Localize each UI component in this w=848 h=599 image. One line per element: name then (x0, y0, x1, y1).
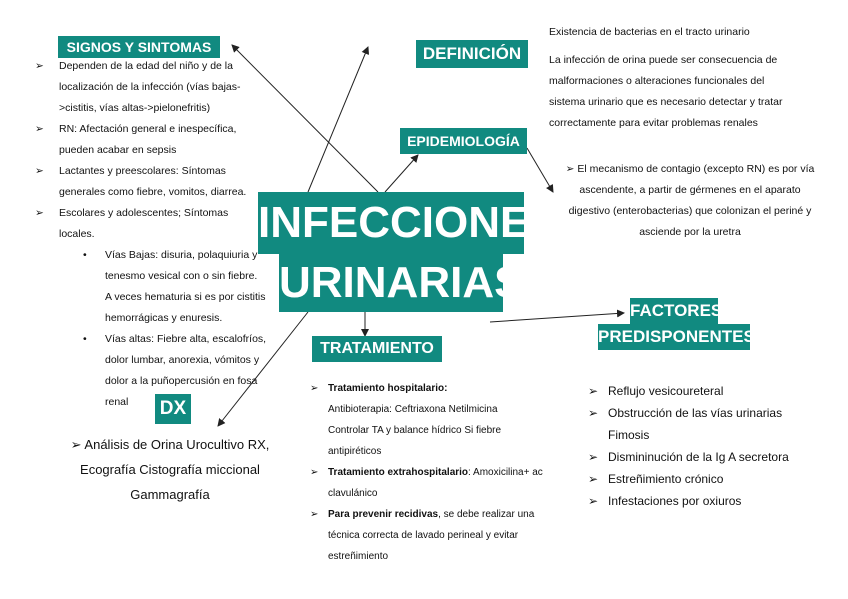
bullet-arrow-icon: ➢ (588, 406, 599, 420)
signos-line: Lactantes y preescolares: Síntomas (59, 165, 226, 177)
signos-list (35, 56, 270, 413)
bullet-arrow-icon: ➢ (588, 472, 599, 486)
signos-line: RN: Afectación general e inespecífica, (59, 123, 237, 135)
tratamiento-item (310, 504, 580, 525)
tratamiento-recidivas-text: , se debe realizar una (438, 509, 535, 520)
header-epidemiologia: EPIDEMIOLOGÍA (400, 128, 527, 154)
signos-subitem (75, 329, 270, 413)
epidemiologia-line (540, 159, 840, 180)
epidemiologia-line: asciende por la uretra (639, 226, 741, 238)
factores-line: Infestaciones por oxiuros (608, 494, 742, 508)
bullet-dot-icon: • (83, 333, 87, 345)
header-signos: SIGNOS Y SINTOMAS (58, 36, 220, 58)
dx-line-text: Análisis de Orina Urocultivo RX, (84, 437, 270, 452)
tratamiento-text (310, 378, 580, 567)
signos-line: >cistitis, vías altas->pielonefritis) (59, 102, 211, 114)
bullet-arrow-icon: ➢ (35, 123, 44, 135)
signos-subline: dolor lumbar, anorexia, vómitos y (105, 354, 260, 366)
factores-line: Dismininución de la Ig A secretora (608, 450, 789, 464)
dx-line (40, 432, 300, 457)
header-tratamiento: TRATAMIENTO (312, 336, 442, 362)
signos-subline: Vías altas: Fiebre alta, escalofríos, (105, 333, 267, 345)
header-factores-2: PREDISPONENTES (598, 324, 750, 350)
signos-sublist (75, 245, 270, 413)
definicion-line: malformaciones o alteraciones funcionales del (549, 75, 765, 87)
factores-line: Fimosis (608, 428, 650, 442)
dx-line: Gammagrafía (130, 487, 210, 502)
bullet-arrow-icon: ➢ (70, 437, 82, 452)
factores-item (588, 402, 828, 446)
epidemiologia-line: ascendente, a partir de gérmenes en el aparato (579, 184, 801, 196)
signos-subline: dolor a la puñopercusión en fosa (105, 375, 258, 387)
bullet-arrow-icon: ➢ (35, 165, 44, 177)
arrow-to-factores (490, 313, 624, 322)
signos-subline: A veces hematuria si es por cistitis (105, 291, 266, 303)
epidemiologia-text (540, 159, 840, 243)
definicion-p1: Existencia de bacterias en el tracto urinario (549, 26, 750, 38)
tratamiento-hospitalario-title: Tratamiento hospitalario: (328, 383, 448, 394)
dx-text (40, 432, 300, 507)
tratamiento-item (310, 462, 580, 504)
signos-line: Dependen de la edad del niño y de la (59, 60, 233, 72)
tratamiento-heading (328, 504, 580, 525)
bullet-arrow-icon: ➢ (588, 384, 599, 398)
signos-subitem (75, 245, 270, 329)
signos-item (35, 56, 270, 119)
definicion-line: correctamente para evitar problemas renales (549, 117, 758, 129)
center-title-line2: URINARIAS (279, 254, 503, 312)
factores-line: Estreñimiento crónico (608, 472, 724, 486)
tratamiento-recidivas-title: Para prevenir recidivas (328, 509, 439, 520)
tratamiento-line: técnica correcta de lavado perineal y evitar (328, 530, 519, 541)
factores-item (588, 446, 828, 468)
factores-item (588, 490, 828, 512)
factores-list (588, 380, 828, 512)
tratamiento-line: estreñimiento (328, 551, 389, 562)
factores-item (588, 468, 828, 490)
tratamiento-line: Antibioterapia: Ceftriaxona Netilmicina (328, 404, 498, 415)
tratamiento-extra-text: : Amoxicilina+ ac (468, 467, 543, 478)
arrow-to-epidemiologia (385, 155, 418, 192)
definicion-line: sistema urinario que es necesario detectar y tratar (549, 96, 783, 108)
tratamiento-line: clavulánico (328, 488, 378, 499)
definicion-text (549, 22, 839, 134)
signos-line: Escolares y adolescentes; Síntomas (59, 207, 229, 219)
signos-subline: Vías Bajas: disuria, polaquiuria y (105, 249, 258, 261)
signos-subline: renal (105, 396, 129, 408)
bullet-arrow-icon: ➢ (35, 207, 44, 219)
epidemiologia-line-text: El mecanismo de contagio (excepto RN) es por vía (577, 163, 815, 175)
bullet-arrow-icon: ➢ (588, 494, 599, 508)
definicion-line: La infección de orina puede ser consecuencia de (549, 54, 778, 66)
factores-line: Obstrucción de las vías urinarias (608, 406, 783, 420)
tratamiento-heading (328, 378, 580, 399)
bullet-arrow-icon: ➢ (35, 60, 44, 72)
signos-line: pueden acabar en sepsis (59, 144, 177, 156)
factores-item (588, 380, 828, 402)
signos-item (35, 161, 270, 203)
center-title-line1: INFECCIONES (258, 192, 524, 254)
arrow-to-definicion (308, 47, 368, 192)
signos-line: generales como fiebre, vomitos, diarrea. (59, 186, 247, 198)
signos-line: localización de la infección (vías bajas- (59, 81, 241, 93)
header-factores-1: FACTORES (630, 298, 718, 324)
dx-line: Ecografía Cistografía miccional (80, 462, 260, 477)
tratamiento-heading (328, 462, 580, 483)
bullet-arrow-icon: ➢ (565, 163, 575, 175)
signos-item (35, 203, 270, 245)
bullet-arrow-icon: ➢ (310, 509, 319, 520)
factores-line: Reflujo vesicoureteral (608, 384, 724, 398)
tratamiento-extrahospitalario-title: Tratamiento extrahospitalario (328, 467, 469, 478)
tratamiento-item (310, 378, 580, 399)
signos-item (35, 119, 270, 161)
signos-subline: hemorrágicas y enuresis. (105, 312, 223, 324)
bullet-dot-icon: • (83, 249, 87, 261)
bullet-arrow-icon: ➢ (588, 450, 599, 464)
tratamiento-line: antipiréticos (328, 446, 382, 457)
bullet-arrow-icon: ➢ (310, 383, 319, 394)
tratamiento-line: Controlar TA y balance hídrico Si fiebre (328, 425, 502, 436)
signos-line: locales. (59, 228, 95, 240)
header-dx: DX (155, 394, 191, 424)
signos-subline: tenesmo vesical con o sin fiebre. (105, 270, 258, 282)
epidemiologia-line: digestivo (enterobacterias) que colonizan el periné y (568, 205, 812, 217)
bullet-arrow-icon: ➢ (310, 467, 319, 478)
header-definicion: DEFINICIÓN (416, 40, 528, 68)
